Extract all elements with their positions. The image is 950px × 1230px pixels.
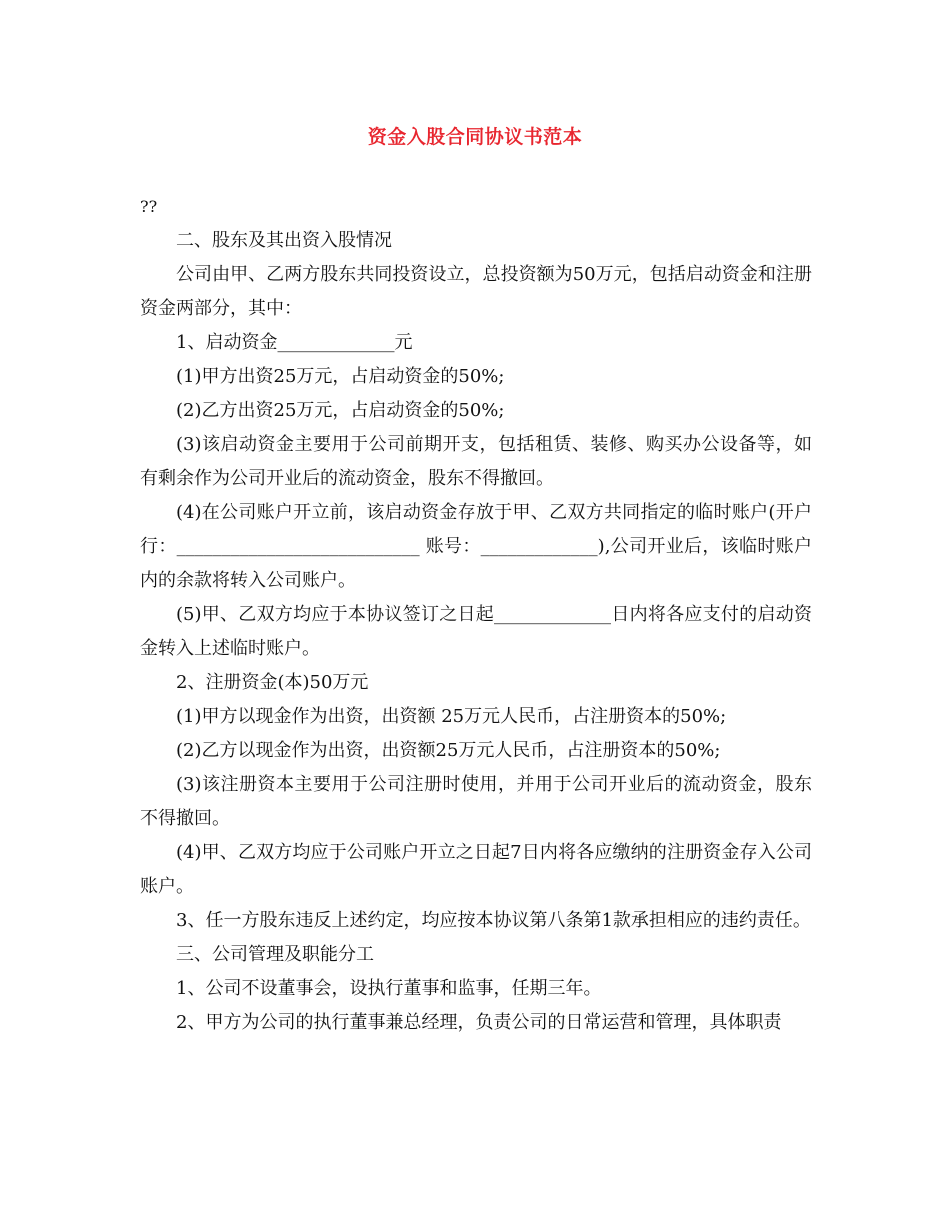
document-title: 资金入股合同协议书范本: [367, 126, 583, 148]
item-registered-usage: (3)该注册资本主要用于公司注册时使用，并用于公司开业后的流动资金，股东不得撤回。: [140, 774, 812, 829]
section-heading-3: 三、公司管理及职能分工: [176, 944, 374, 965]
document-body: [140, 190, 812, 1040]
item-transfer-deadline: (5)甲、乙双方均应于本协议签订之日起_____________日内将各应支付的启动资金转入上述临时账户。: [140, 604, 812, 659]
item-executive-director: 2、甲方为公司的执行董事兼总经理，负责公司的日常运营和管理，具体职责: [176, 1012, 782, 1033]
item-startup-usage: (3)该启动资金主要用于公司前期开支，包括租赁、装修、购买办公设备等，如有剩余作为公司开业后的流动资金，股东不得撤回。: [140, 434, 812, 489]
placeholder-marker: ??: [140, 197, 158, 216]
item-board-setup: 1、公司不设董事会，设执行董事和监事，任期三年。: [176, 978, 602, 999]
item-registered-capital: 2、注册资金(本)50万元: [176, 672, 369, 693]
item-startup-capital: 1、启动资金_____________元: [176, 332, 413, 353]
item-startup-party-a: (1)甲方出资25万元，占启动资金的50%;: [176, 366, 505, 387]
item-startup-party-b: (2)乙方出资25万元，占启动资金的50%;: [176, 400, 505, 421]
paragraph-total-investment: 公司由甲、乙两方股东共同投资设立，总投资额为50万元，包括启动资金和注册资金两部分，其中：: [140, 264, 812, 319]
item-breach-liability: 3、任一方股东违反上述约定，均应按本协议第八条第1款承担相应的违约责任。: [176, 910, 811, 931]
item-registered-party-b: (2)乙方以现金作为出资，出资额25万元人民币，占注册资本的50%;: [176, 740, 721, 761]
section-heading-2: 二、股东及其出资入股情况: [176, 230, 392, 251]
item-temporary-account: (4)在公司账户开立前，该启动资金存放于甲、乙双方共同指定的临时账户(开户行：___________________________ 账号：_____________),公司开业后，该临时账户内的余款将转入公司账户。: [140, 502, 812, 591]
item-registered-party-a: (1)甲方以现金作为出资，出资额 25万元人民币，占注册资本的50%;: [176, 706, 727, 727]
item-registered-deposit: (4)甲、乙双方均应于公司账户开立之日起7日内将各应缴纳的注册资金存入公司账户。: [140, 842, 812, 897]
